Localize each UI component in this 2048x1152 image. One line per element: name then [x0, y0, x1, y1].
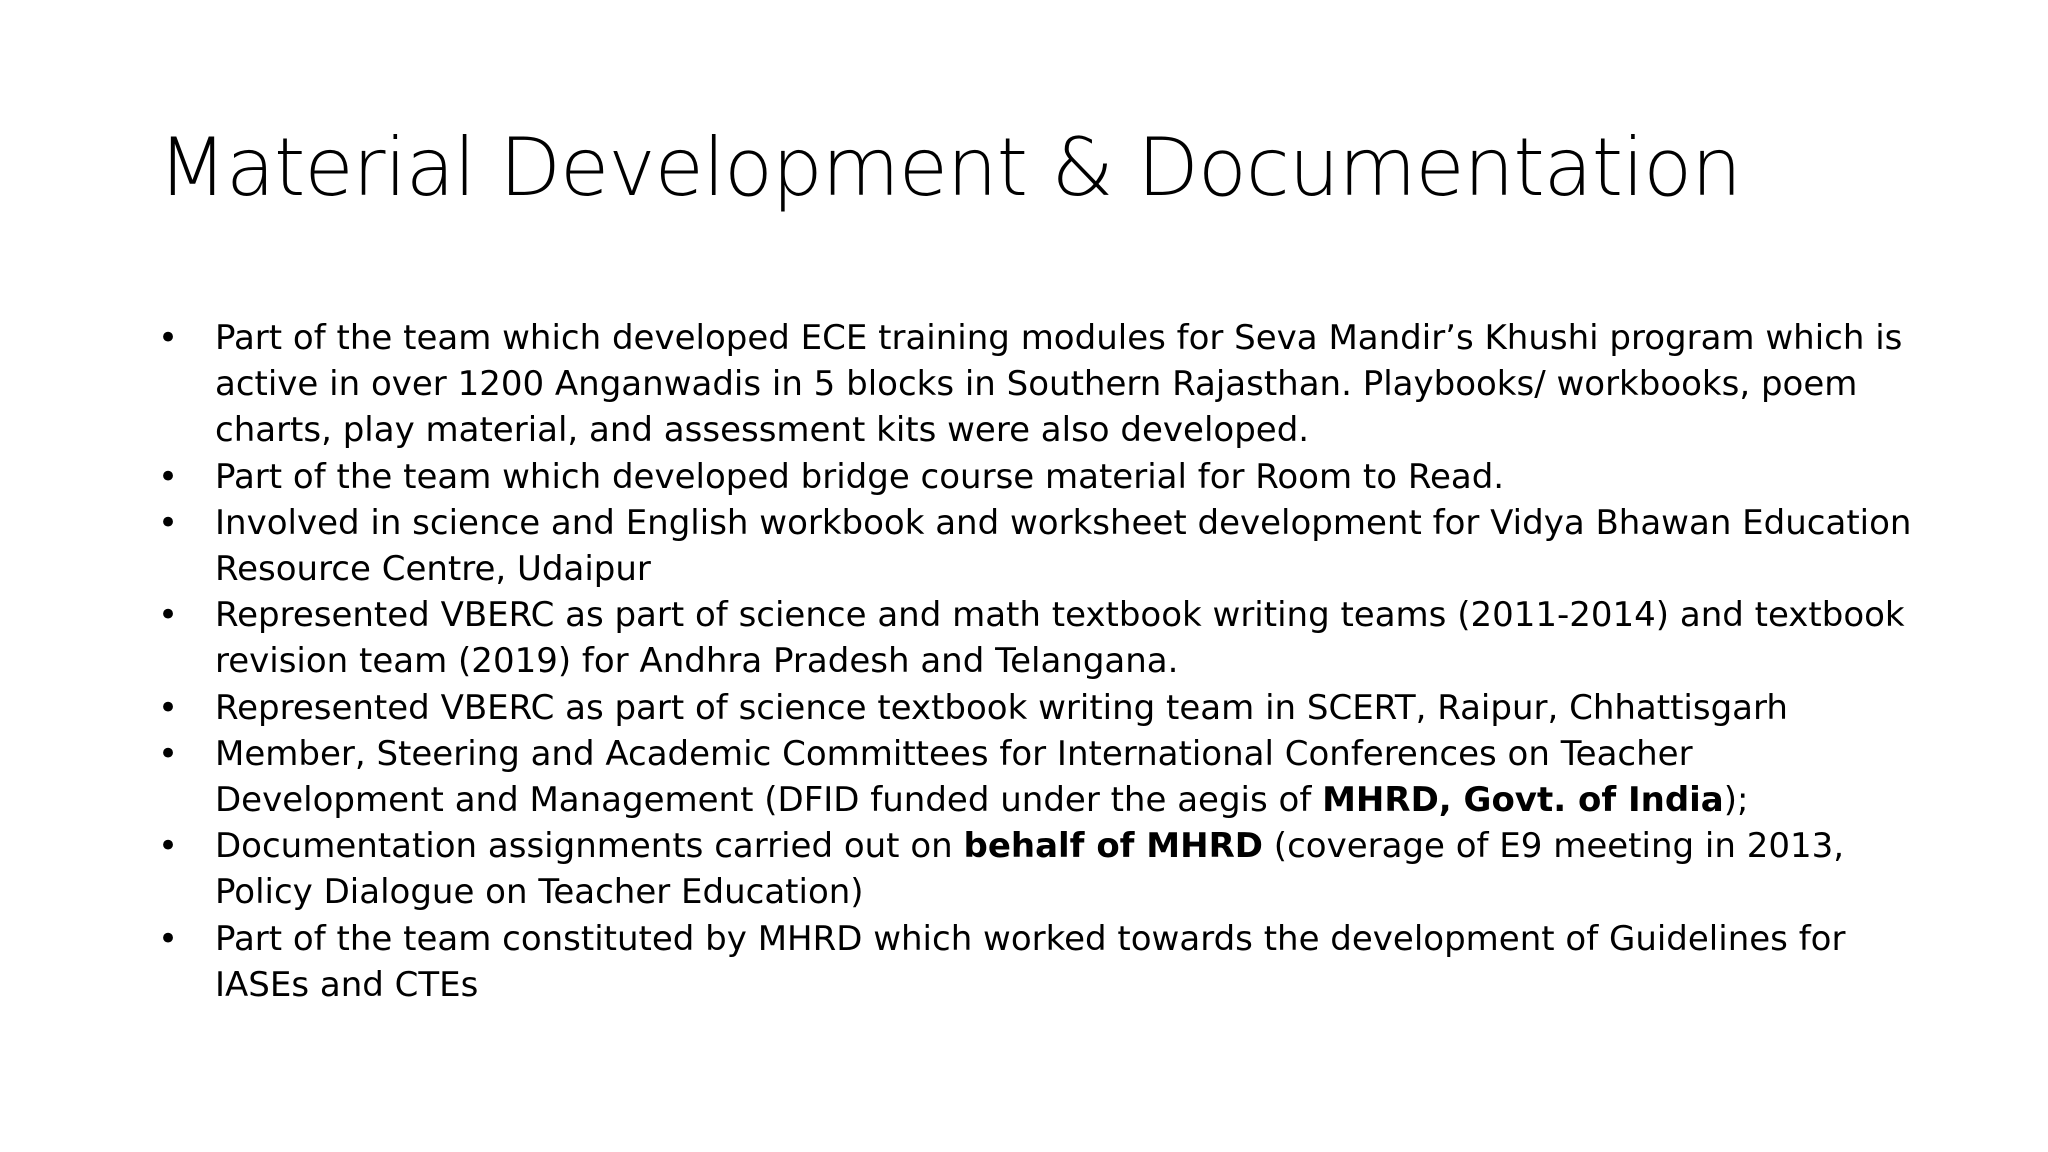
bullet-dot-icon: •: [158, 826, 179, 867]
bullet-text-part: Documentation assignments carried out on: [215, 826, 964, 867]
bullet-item: [158, 315, 1918, 454]
bullet-text: Involved in science and English workbook and worksheet development for Vidya Bhawan Education Resource Centre, Udaipur: [215, 502, 1912, 590]
bullet-item: [158, 916, 1918, 1008]
bullet-text-part: Member, Steering and Academic Committees for International Conferences on Teacher Development and Management (DFID funded under the aegis of: [215, 733, 1693, 821]
bullet-dot-icon: •: [158, 318, 179, 358]
bullet-dot-icon: •: [158, 687, 179, 728]
bullet-list: [158, 315, 1918, 1008]
bullet-text: [215, 826, 1844, 912]
bullet-item: [158, 500, 1918, 592]
bullet-item: [158, 685, 1918, 731]
bullet-text-bold: MHRD, Govt. of India: [1322, 780, 1724, 821]
bullet-text: Represented VBERC as part of science textbook writing team in SCERT, Raipur, Chhattisgarh: [215, 687, 1788, 728]
bullet-dot-icon: •: [158, 733, 179, 774]
bullet-text: [215, 734, 1749, 820]
bullet-item: [158, 823, 1918, 915]
bullet-dot-icon: •: [158, 502, 179, 543]
bullet-dot-icon: •: [158, 456, 179, 497]
bullet-text: Part of the team which developed bridge course material for Room to Read.: [215, 456, 1505, 497]
bullet-item: [158, 454, 1918, 500]
bullet-item: [158, 592, 1918, 684]
slide-title: Material Development & Documentation: [158, 121, 1741, 214]
bullet-text-bold: behalf of MHRD: [963, 826, 1263, 867]
bullet-text-part: );: [1723, 780, 1749, 821]
bullet-dot-icon: •: [158, 595, 179, 636]
bullet-text: Part of the team which developed ECE training modules for Seva Mandir’s Khushi program which is active in over 1200 Anganwadis in 5 blocks in Southern Rajasthan. Playbooks/ workbooks, poem charts, play material, and assessment kits were also developed.: [215, 318, 1903, 451]
bullet-text-part: (coverage of E9 meeting in 2013, Policy Dialogue on Teacher Education): [215, 826, 1845, 913]
bullet-text: Part of the team constituted by MHRD which worked towards the development of Guidelines for IASEs and CTEs: [215, 918, 1846, 1005]
bullet-dot-icon: •: [158, 918, 179, 959]
bullet-item: [158, 731, 1918, 823]
bullet-text: Represented VBERC as part of science and math textbook writing teams (2011-2014) and textbook revision team (2019) for Andhra Pradesh and Telangana.: [215, 595, 1905, 682]
